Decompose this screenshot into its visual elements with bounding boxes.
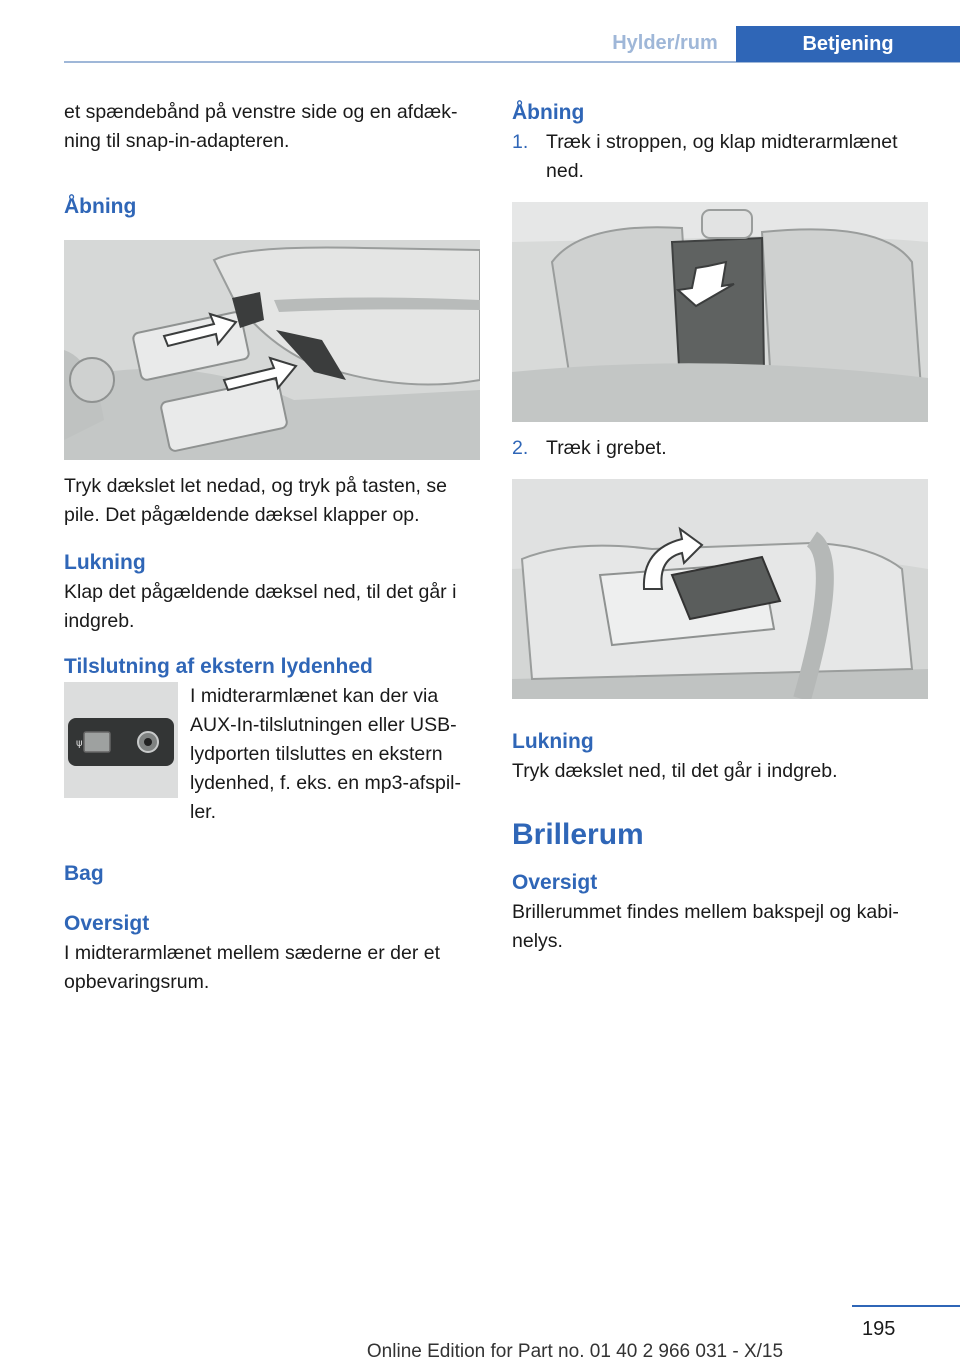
opening-steps — [512, 128, 928, 186]
svg-text:ψ: ψ — [76, 738, 83, 749]
right-column — [512, 98, 928, 956]
overview-text-right: Brillerummet findes mellem bakspejl og kabinelys. — [512, 901, 899, 952]
external-audio-text: I midterarmlænet kan der via AUX-In-tilslutningen eller USB-lydporten tilsluttes en ekstern lydenhed, f. eks. en mp3-afspiller. — [190, 685, 461, 823]
step-1-number: 1. — [512, 131, 529, 153]
closing-text-right: Tryk dækslet ned, til det går i indgreb. — [512, 760, 838, 782]
section-tab[interactable]: Hylder/rum — [612, 32, 718, 54]
opening-instruction: Tryk dækslet let nedad, og tryk på tasten, se pile. Det pågældende dæksel klapper op. — [64, 475, 447, 526]
step-1-text: Træk i stroppen, og klap midterarmlænet ned. — [546, 131, 898, 182]
step-2-text: Træk i grebet. — [546, 437, 667, 459]
external-audio-block — [64, 682, 480, 827]
page-number-rule — [852, 1305, 960, 1307]
heading-closing-right: Lukning — [512, 730, 594, 753]
heading-overview-right: Oversigt — [512, 871, 598, 894]
closing-instruction: Klap det pågældende dæksel ned, til det går i indgreb. — [64, 581, 457, 632]
left-column — [64, 98, 480, 997]
step-1 — [512, 128, 928, 186]
step-2 — [512, 434, 928, 463]
heading-opening-right: Åbning — [512, 101, 585, 124]
heading-closing: Lukning — [64, 551, 146, 574]
opening-steps-cont — [512, 434, 928, 463]
heading-overview-left: Oversigt — [64, 912, 150, 935]
rear-armrest-lid-illustration — [512, 479, 928, 699]
page-number: 195 — [862, 1318, 896, 1340]
heading-rear: Bag — [64, 862, 104, 885]
heading-external-audio: Tilslutning af ekstern lydenhed — [64, 655, 373, 678]
chapter-tab[interactable]: Betjening — [736, 26, 960, 62]
intro-text: et spændebånd på venstre side og en afdækning til snap-in-adapteren. — [64, 101, 458, 152]
overview-text-left: I midterarmlænet mellem sæderne er der et opbevaringsrum. — [64, 942, 441, 993]
heading-glasses-compartment: Brillerum — [512, 818, 644, 851]
heading-opening: Åbning — [64, 195, 137, 218]
front-armrest-illustration — [64, 240, 480, 460]
edition-footer: Online Edition for Part no. 01 40 2 966 031 - X/15 — [366, 1341, 784, 1362]
step-2-number: 2. — [512, 437, 529, 459]
aux-usb-port-illustration — [64, 682, 178, 798]
rear-seat-strap-illustration — [512, 202, 928, 422]
